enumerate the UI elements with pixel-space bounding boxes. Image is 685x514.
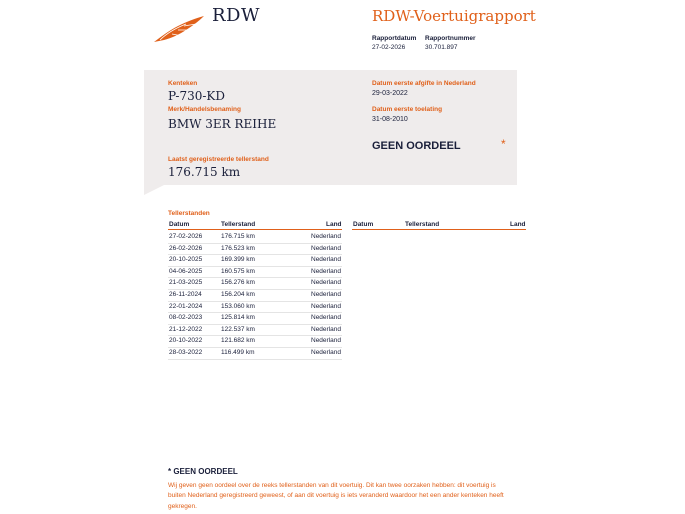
row-tellerstand: 169.399 km: [221, 256, 255, 264]
row-tellerstand: 156.276 km: [221, 279, 255, 287]
row-land: Nederland: [311, 291, 341, 298]
col-header-tellerstand: Tellerstand: [221, 221, 256, 228]
eerste-afgifte-value: 29-03-2022: [372, 90, 408, 97]
row-land: Nederland: [311, 279, 341, 287]
verdict-text: GEEN OORDEEL: [372, 140, 461, 152]
row-tellerstand: 153.060 km: [221, 302, 255, 310]
row-datum: 04-06-2025: [169, 267, 203, 275]
eerste-toelating-label: Datum eerste toelating: [372, 106, 443, 113]
verdict-asterisk: *: [501, 137, 506, 151]
row-tellerstand: 121.682 km: [221, 337, 255, 345]
row-datum: 20-10-2025: [169, 256, 203, 264]
table-row: [168, 347, 342, 360]
row-tellerstand: 122.537 km: [221, 325, 255, 333]
row-land: Nederland: [311, 314, 341, 322]
row-datum: 08-02-2023: [169, 314, 203, 322]
kenteken-label: Kenteken: [168, 80, 198, 87]
row-tellerstand: 116.499 km: [221, 349, 255, 356]
row-datum: 26-02-2026: [169, 244, 203, 252]
panel-corner: [144, 185, 164, 195]
col-header-tellerstand-2: Tellerstand: [405, 221, 440, 228]
logo-text: RDW: [212, 5, 260, 26]
table-header-rule-2: [352, 229, 526, 230]
tellerstanden-title: Tellerstanden: [168, 210, 210, 217]
row-datum: 26-11-2024: [169, 291, 202, 298]
row-datum: 21-03-2025: [169, 279, 203, 287]
col-header-land: Land: [326, 221, 342, 228]
row-datum: 21-12-2022: [169, 325, 203, 333]
row-tellerstand: 160.575 km: [221, 267, 255, 275]
row-tellerstand: 125.814 km: [221, 314, 255, 322]
col-header-datum: Datum: [169, 221, 190, 228]
col-header-land-2: Land: [510, 221, 526, 228]
rapportnummer-label: Rapportnummer: [425, 35, 476, 42]
row-datum: 27-02-2026: [169, 233, 203, 240]
table-header-rule: [168, 229, 342, 230]
report-title: RDW-Voertuigrapport: [372, 7, 536, 25]
col-header-datum-2: Datum: [353, 221, 374, 228]
rapportdatum-label: Rapportdatum: [372, 35, 417, 42]
row-land: Nederland: [311, 325, 341, 333]
rapportdatum-value: 27-02-2026: [372, 44, 406, 51]
merk-value: BMW 3ER REIHE: [168, 117, 277, 131]
rapportnummer-value: 30.701.897: [425, 44, 458, 51]
row-land: Nederland: [311, 337, 341, 345]
row-tellerstand: 156.204 km: [221, 291, 255, 298]
row-datum: 20-10-2022: [169, 337, 203, 345]
row-tellerstand: 176.523 km: [221, 244, 255, 252]
kenteken-value: P-730-KD: [168, 89, 226, 103]
row-tellerstand: 176.715 km: [221, 233, 255, 240]
footnote-text: Wij geven geen oordeel over de reeks tellerstanden van dit voertuig. Dit kan twee oorzaken hebben: dit voertuig is buiten Nederland geregistreerd geweest, of aan dit voertuig is iets veranderd waardoor het een ander kenteken heeft gekregen.: [168, 482, 504, 510]
merk-label: Merk/Handelsbenaming: [168, 106, 241, 113]
row-datum: 22-01-2024: [169, 302, 203, 310]
eerste-toelating-value: 31-08-2010: [372, 116, 408, 123]
row-land: Nederland: [311, 233, 341, 240]
row-land: Nederland: [311, 267, 341, 275]
row-land: Nederland: [311, 256, 341, 264]
tellerstand-value: 176.715 km: [168, 165, 241, 179]
footnote-title: * GEEN OORDEEL: [168, 467, 238, 476]
row-land: Nederland: [311, 302, 341, 310]
eerste-afgifte-label: Datum eerste afgifte in Nederland: [372, 80, 476, 87]
rdw-logo-icon: [152, 14, 206, 44]
tellerstand-label: Laatst geregistreerde tellerstand: [168, 156, 269, 163]
row-land: Nederland: [311, 244, 341, 252]
row-datum: 28-03-2022: [169, 349, 203, 356]
row-land: Nederland: [311, 349, 341, 356]
